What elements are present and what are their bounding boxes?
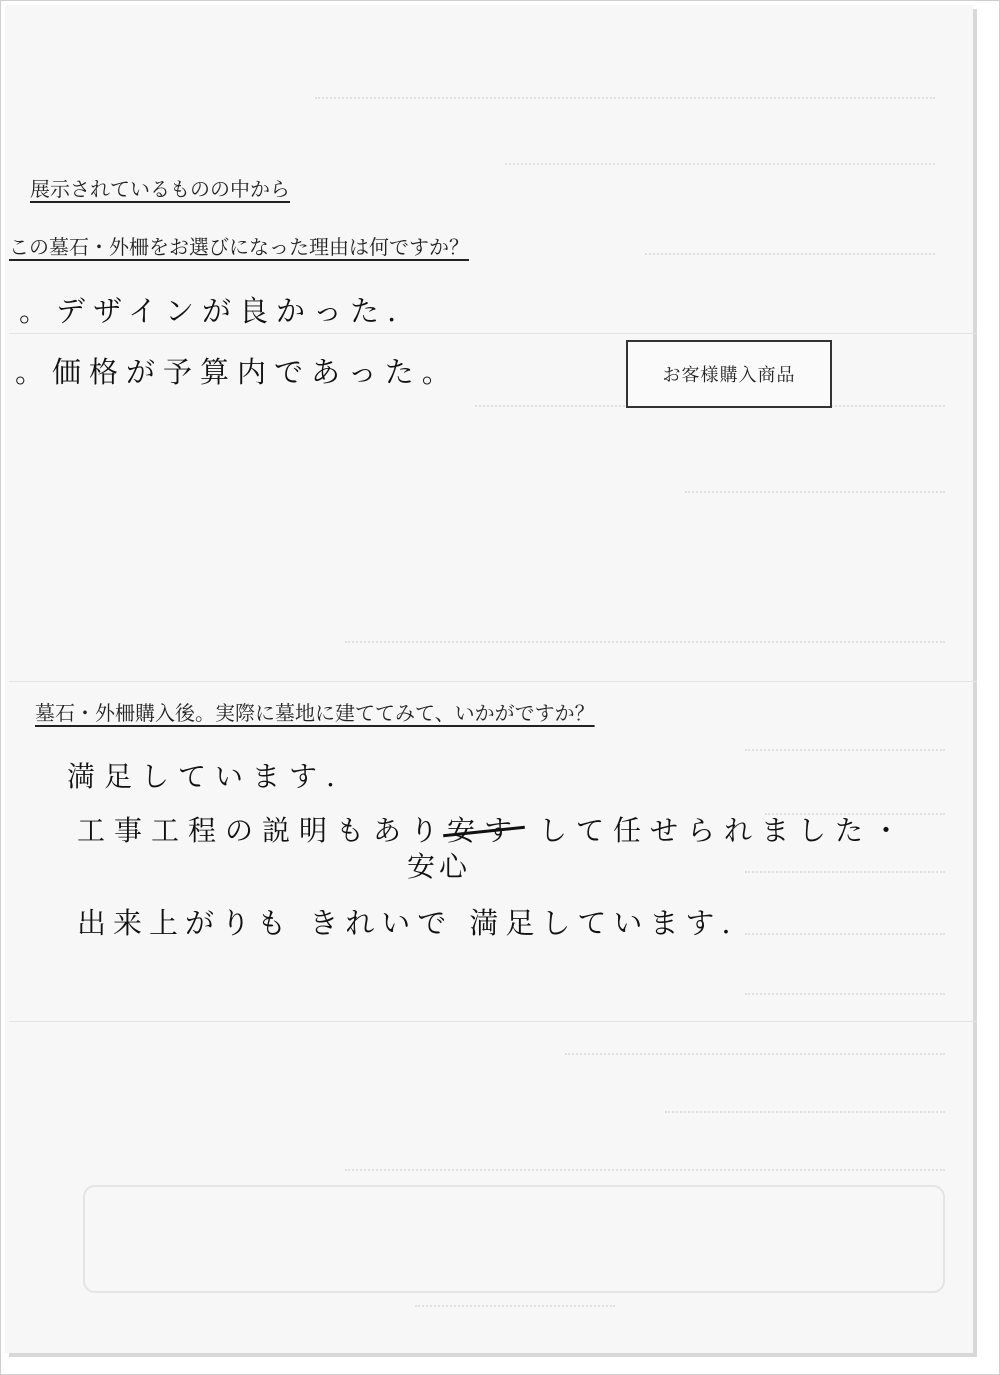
bleed-through-line: [315, 97, 935, 115]
purchased-product-label: [626, 340, 832, 408]
bleed-through-box: [83, 1185, 945, 1293]
purchased-product-text: お客様購入商品: [662, 365, 796, 386]
handwritten-answer-2-line-3: 出来上がりも きれいで 満足しています.: [77, 906, 738, 940]
question-1-line-1: 展示されているものの中から: [30, 177, 290, 201]
bleed-through-line: [505, 163, 935, 181]
answer-2-line-2-end: して任せられました・: [539, 814, 910, 847]
bleed-through-line: [415, 1305, 615, 1323]
question-2: 墓石・外柵購入後。実際に墓地に建ててみて、いかがですか？: [35, 701, 595, 725]
bleed-through-line: [645, 253, 935, 271]
question-1-line-2: この墓石・外柵をお選びになった理由は何ですか？: [9, 235, 469, 259]
fold-crease: [9, 333, 977, 334]
fold-crease: [9, 681, 977, 682]
questionnaire-sheet: [5, 5, 973, 1353]
handwritten-answer-2-line-2: [77, 809, 909, 849]
inserted-correction: 安心: [407, 850, 472, 883]
bleed-through-line: [745, 871, 945, 889]
struck-out-word: 安す: [447, 809, 521, 849]
answer-2-line-2-start: 工事工程の説明もあり: [77, 814, 448, 847]
bleed-through-line: [745, 933, 945, 951]
handwritten-answer-1-line-2: 。価格が予算内であった。: [15, 355, 459, 389]
handwritten-answer-1-line-1: 。デザインが良かった.: [19, 294, 405, 328]
bleed-through-line: [565, 1053, 945, 1071]
bleed-through-line: [685, 491, 945, 509]
bleed-through-line: [745, 993, 945, 1011]
bleed-through-line: [665, 1111, 945, 1129]
fold-crease: [9, 1021, 977, 1022]
handwritten-answer-2-line-1: 満足しています.: [67, 760, 344, 793]
bleed-through-line: [745, 749, 945, 767]
bleed-through-line: [345, 641, 945, 659]
